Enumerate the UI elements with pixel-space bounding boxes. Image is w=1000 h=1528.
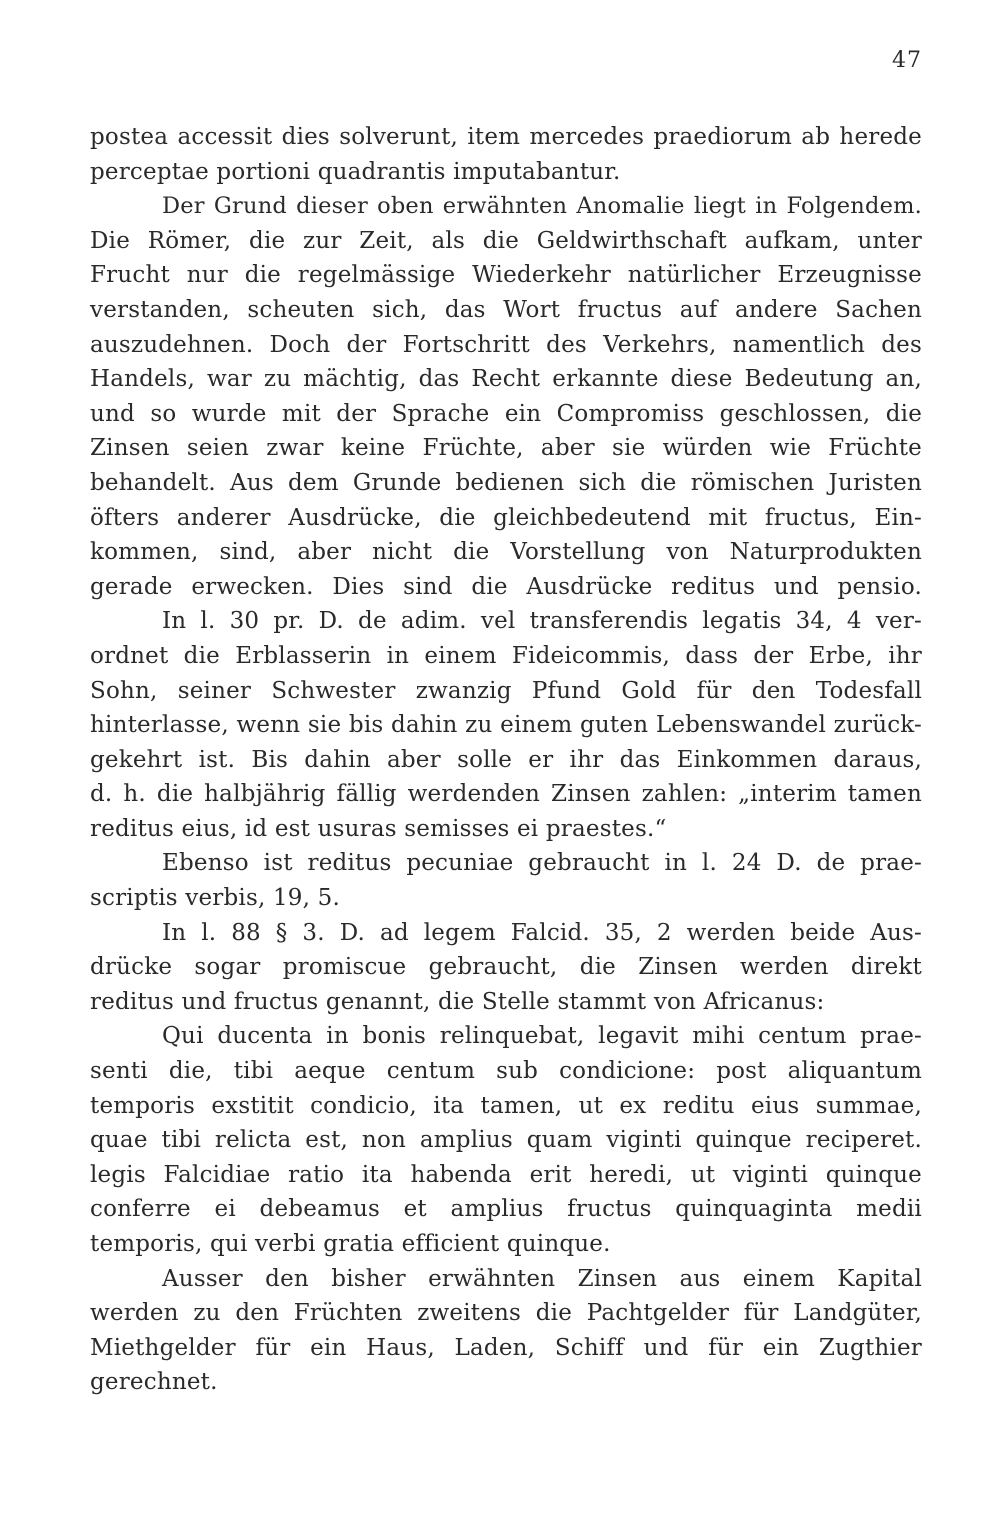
text-line: Handels, war zu mächtig, das Recht erkannte diese Bedeutung an, <box>90 366 922 393</box>
text-line: gerade erwecken. Dies sind die Ausdrücke reditus und pensio. <box>90 573 922 600</box>
text-line: legis Falcidiae ratio ita habenda erit heredi, ut viginti quinque <box>90 1161 922 1188</box>
text-line: hinterlasse, wenn sie bis dahin zu einem guten Lebenswandel zurück- <box>90 712 922 739</box>
text-line: Miethgelder für ein Haus, Laden, Schiff und für ein Zugthier <box>90 1334 922 1361</box>
text-line: temporis exstitit condicio, ita tamen, ut ex reditu eius summae, <box>90 1092 922 1119</box>
text-line: In l. 88 § 3. D. ad legem Falcid. 35, 2 werden beide Aus- <box>162 919 922 946</box>
text-line: Qui ducenta in bonis relinquebat, legavit mihi centum prae- <box>162 1023 922 1050</box>
text-line: perceptae portioni quadrantis imputabantur. <box>90 158 621 185</box>
text-line: werden zu den Früchten zweitens die Pachtgelder für Landgüter, <box>90 1300 922 1327</box>
text-line: gekehrt ist. Bis dahin aber solle er ihr das Einkommen daraus, <box>90 746 922 773</box>
text-line: In l. 30 pr. D. de adim. vel transferendis legatis 34, 4 ver- <box>162 608 922 635</box>
text-line: kommen, sind, aber nicht die Vorstellung von Naturprodukten <box>90 539 922 566</box>
page-number: 47 <box>892 48 922 73</box>
text-line: auszudehnen. Doch der Fortschritt des Verkehrs, namentlich des <box>90 331 922 358</box>
text-line: Die Römer, die zur Zeit, als die Geldwirthschaft aufkam, unter <box>90 227 922 254</box>
text-line: conferre ei debeamus et amplius fructus quinquaginta medii <box>90 1196 922 1223</box>
text-line: Ausser den bisher erwähnten Zinsen aus einem Kapital <box>162 1265 922 1292</box>
text-line: temporis, qui verbi gratia efficient quinque. <box>90 1231 611 1257</box>
text-line: reditus eius, id est usuras semisses ei praestes.“ <box>90 815 667 842</box>
text-line: behandelt. Aus dem Grunde bedienen sich die römischen Juristen <box>90 469 922 496</box>
text-line: ordnet die Erblasserin in einem Fideicommis, dass der Erbe, ihr <box>90 642 922 669</box>
text-line: Sohn, seiner Schwester zwanzig Pfund Gold für den Todesfall <box>90 677 922 704</box>
text-line: quae tibi relicta est, non amplius quam viginti quinque reciperet. <box>90 1127 922 1154</box>
text-line: reditus und fructus genannt, die Stelle stammt von Africanus: <box>90 988 825 1015</box>
page-body <box>90 120 922 1400</box>
text-line: drücke sogar promiscue gebraucht, die Zinsen werden direkt <box>90 954 922 981</box>
text-line: Zinsen seien zwar keine Früchte, aber sie würden wie Früchte <box>90 435 922 462</box>
text-line: gerechnet. <box>90 1369 218 1396</box>
text-line: Der Grund dieser oben erwähnten Anomalie liegt in Folgendem. <box>162 193 922 220</box>
text-line: Ebenso ist reditus pecuniae gebraucht in l. 24 D. de prae- <box>162 850 922 877</box>
text-line: senti die, tibi aeque centum sub condicione: post aliquantum <box>90 1058 922 1085</box>
text-line: scriptis verbis, 19, 5. <box>90 885 341 912</box>
text-line: postea accessit dies solverunt, item mercedes praediorum ab herede <box>90 124 922 150</box>
text-line: und so wurde mit der Sprache ein Compromiss geschlossen, die <box>90 400 922 427</box>
text-line: Frucht nur die regelmässige Wiederkehr natürlicher Erzeugnisse <box>90 262 922 289</box>
text-line: verstanden, scheuten sich, das Wort fructus auf andere Sachen <box>90 296 922 323</box>
text-line: d. h. die halbjährig fällig werdenden Zinsen zahlen: „interim tamen <box>90 781 922 808</box>
text-line: öfters anderer Ausdrücke, die gleichbedeutend mit fructus, Ein- <box>90 504 922 531</box>
